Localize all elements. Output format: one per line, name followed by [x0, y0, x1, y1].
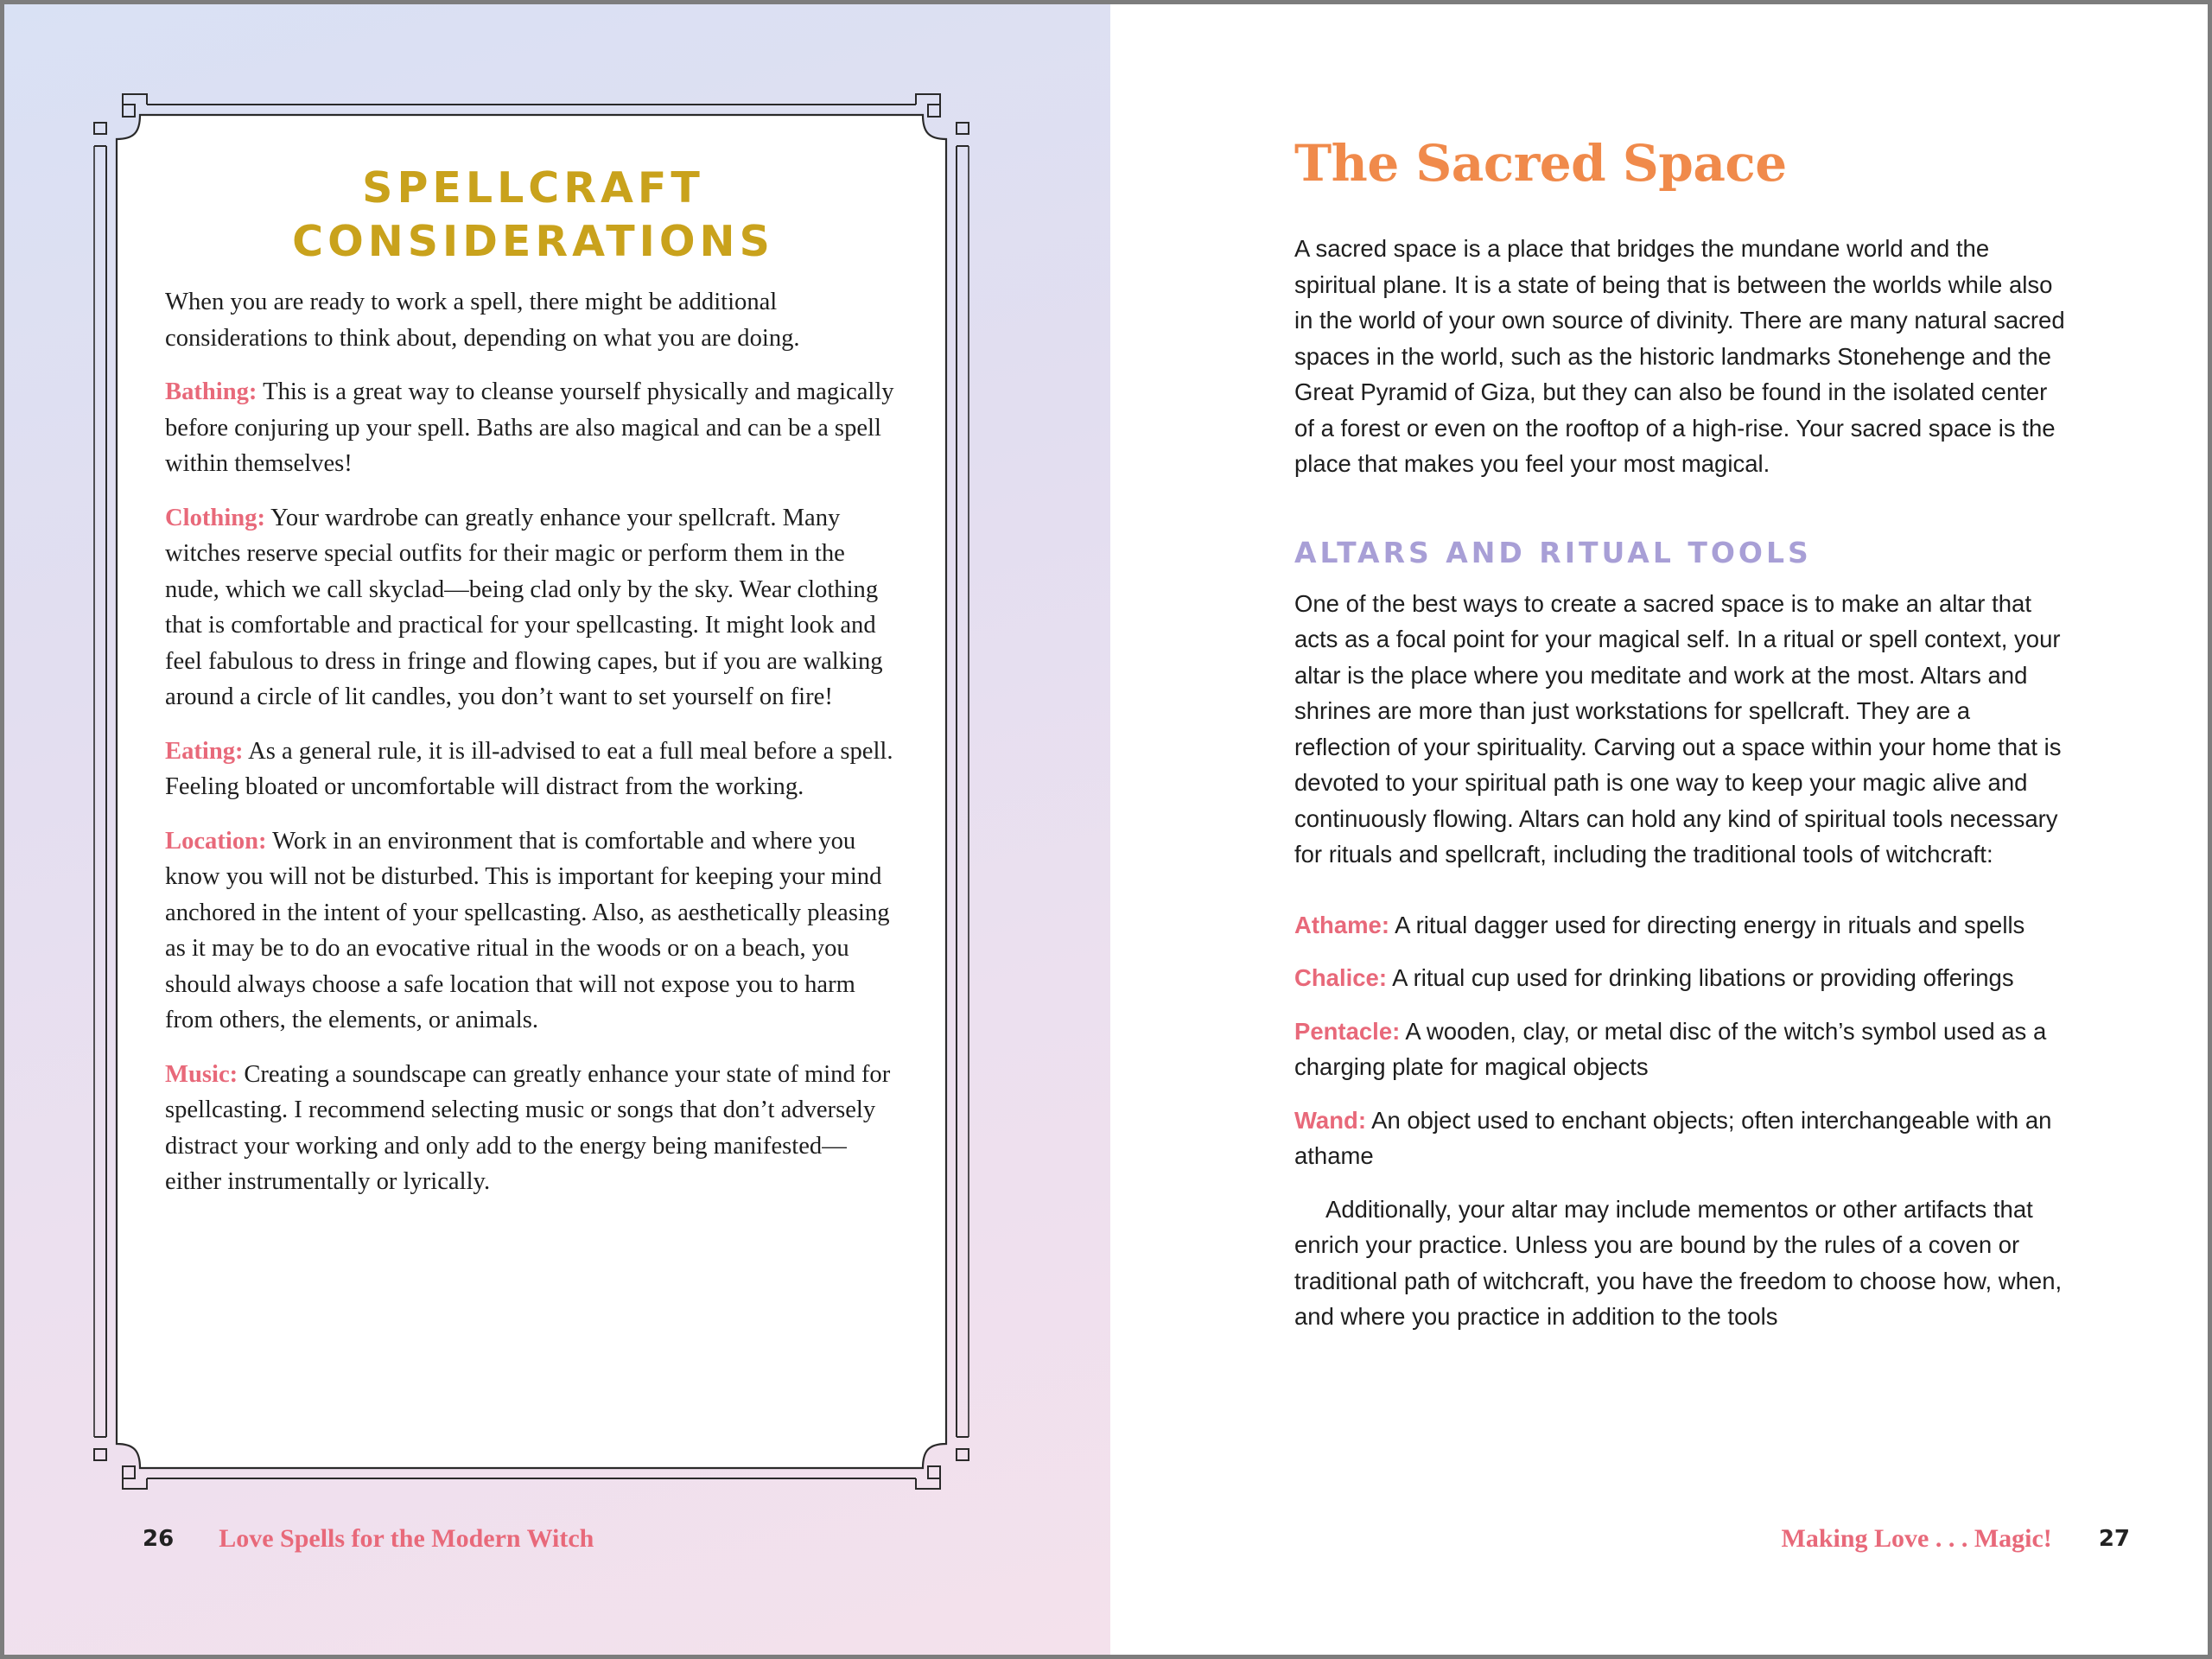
term-text: Your wardrobe can greatly enhance your spellcraft. Many witches reserve special outfits for their magic or perform them in the nude, which we call skyclad—being clad only by the sky. Wear clothing that is comfortable and practical for your spellcasting. It might look and feel fabulous to dress in fringe and flowing capes, but if you are walking around a circle of lit candles, you don’t want to set yourself on fire!	[165, 504, 883, 710]
additional-paragraph: Additionally, your altar may include mementos or other artifacts that enrich your practice. Unless you are bound by the rules of a coven or traditional path of witchcraft, you have the freedom to choose how, when, and where you practice in addition to the tools	[1294, 1195, 2063, 1330]
tool-item-wand	[1294, 1103, 2072, 1174]
term-label: Chalice:	[1294, 964, 1387, 991]
right-footer	[1782, 1522, 2131, 1556]
tool-item-chalice	[1294, 960, 2072, 996]
sidebar-item-bathing	[165, 374, 901, 482]
term-text: Work in an environment that is comfortable and where you know you will not be disturbed. This is important for keeping your mind anchored in the intent of your spellcasting. Also, as aesthetically pleasing as it may be to do an evocative ritual in the woods or on a beach, you should always choose a safe location that will not expose you to harm from others, the elements, or animals.	[165, 827, 890, 1033]
intro-paragraph: A sacred space is a place that bridges the mundane world and the spiritual plane. It is a state of being that is between the worlds while also in the world of your own source of divinity. There are many natural sacred spaces in the world, such as the historic landmarks Stonehenge and the Great Pyramid of Giza, but they can also be found in the isolated center of a forest or even on the rooftop of a high-rise. Your sacred space is the place that makes you feel your most magical.	[1294, 235, 2065, 477]
term-label: Bathing:	[165, 378, 257, 405]
altar-paragraph: One of the best ways to create a sacred space is to make an altar that acts as a focal point for your magical self. In a ritual or spell context, your altar is the place where you meditate and work at the most. Altars and shrines are more than just workstations for spellcraft. They are a reflection of your spirituality. Carving out a space within your home that is devoted to your spiritual path is one way to keep your magic alive and continuously flowing. Altars can hold any kind of spiritual tools necessary for rituals and spellcraft, including the traditional tools of witchcraft:	[1294, 589, 2062, 868]
term-text: A ritual dagger used for directing energy in rituals and spells	[1389, 911, 2025, 938]
term-text: This is a great way to cleanse yourself physically and magically before conjuring up your spell. Baths are also magical and can be a spell within themselves!	[165, 378, 894, 477]
running-head: Love Spells for the Modern Witch	[219, 1524, 594, 1553]
tool-item-pentacle	[1294, 1014, 2072, 1085]
tool-item-athame	[1294, 907, 2072, 944]
term-label: Pentacle:	[1294, 1017, 1401, 1045]
term-label: Wand:	[1294, 1106, 1366, 1134]
left-footer	[143, 1522, 594, 1556]
sidebar-item-location	[165, 823, 901, 1039]
running-head: Making Love . . . Magic!	[1781, 1524, 2052, 1553]
term-label: Clothing:	[165, 504, 265, 531]
term-text: A wooden, clay, or metal disc of the witch’s symbol used as a charging plate for magical objects	[1294, 1017, 2047, 1080]
page-number: 26	[143, 1526, 175, 1552]
sidebar-item-eating	[165, 734, 901, 805]
spellcraft-sidebar	[165, 158, 901, 1218]
page-title: The Sacred Space	[1294, 134, 1787, 193]
term-text: A ritual cup used for drinking libations or providing offerings	[1386, 964, 2014, 991]
sidebar-item-clothing	[165, 500, 901, 715]
tool-list	[1294, 907, 2072, 1174]
term-text: As a general rule, it is ill-advised to eat a full meal before a spell. Feeling bloated or uncomfortable will distract from the working.	[165, 737, 893, 800]
sidebar-item-music	[165, 1057, 901, 1200]
section-subhead: ALTARS AND RITUAL TOOLS	[1294, 535, 1812, 569]
left-page	[4, 4, 1110, 1659]
term-label: Athame:	[1294, 911, 1390, 938]
sidebar-title: SPELLCRAFT CONSIDERATIONS	[292, 163, 774, 266]
term-label: Music:	[165, 1060, 238, 1088]
term-label: Location:	[165, 827, 267, 855]
term-text: An object used to enchant objects; often interchangeable with an athame	[1294, 1106, 2052, 1169]
page-number: 27	[2098, 1526, 2130, 1552]
right-body	[1294, 231, 2072, 1335]
term-text: Creating a soundscape can greatly enhance your state of mind for spellcasting. I recommend selecting music or songs that don’t adversely distract your working and only add to the energy being manifested—either instrumentally or lyrically.	[165, 1060, 891, 1195]
right-page	[1110, 4, 2212, 1659]
term-label: Eating:	[165, 737, 244, 765]
sidebar-intro: When you are ready to work a spell, there might be additional considerations to think about, depending on what you are doing.	[165, 289, 800, 352]
